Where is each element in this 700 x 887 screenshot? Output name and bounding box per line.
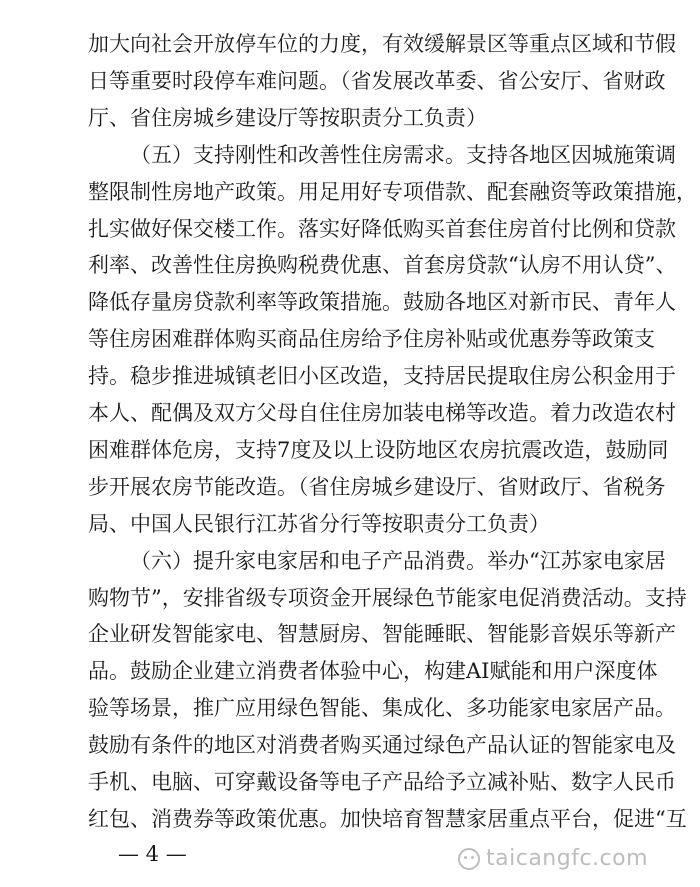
text-line: 等住房困难群体购买商品住房给予住房补贴或优惠券等政策支 <box>88 327 655 351</box>
text-line: 加大向社会开放停车位的力度，有效缓解景区等重点区域和节假 <box>88 32 676 56</box>
text-line: 扎实做好保交楼工作。落实好降低购买首套住房首付比例和贷款 <box>88 217 676 241</box>
text-line: 本人、配偶及双方父母自住住房加装电梯等改造。着力改造农村 <box>88 401 676 425</box>
section-6-heading: （六）提升家电家居和电子产品消费。举办“江苏家电家居 <box>130 549 666 573</box>
page-number: — 4 — <box>118 842 187 866</box>
text-line: 鼓励有条件的地区对消费者购买通过绿色产品认证的智能家电及 <box>88 733 676 757</box>
text-line: 降低存量房贷款利率等政策措施。鼓励各地区对新市民、青年人 <box>88 290 676 314</box>
section-5-heading: （五）支持刚性和改善性住房需求。支持各地区因城施策调 <box>130 143 676 167</box>
text-line: 困难群体危房，支持7度及以上设防地区农房抗震改造，鼓励同 <box>88 438 669 462</box>
text-line: 企业研发智能家电、智慧厨房、智能睡眠、智能影音娱乐等新产 <box>88 622 676 646</box>
text-line: 品。鼓励企业建立消费者体验中心，构建AI赋能和用户深度体 <box>88 659 658 683</box>
smiley-logo-icon <box>458 848 480 870</box>
text-line: 利率、改善性住房换购税费优惠、首套房贷款“认房不用认贷”、 <box>88 253 677 277</box>
text-line: 手机、电脑、可穿戴设备等电子产品给予立减补贴、数字人民币 <box>88 770 676 794</box>
text-line: 局、中国人民银行江苏省分行等按职责分工负责） <box>88 512 550 536</box>
text-line: 步开展农房节能改造。（省住房城乡建设厅、省财政厅、省税务 <box>88 475 666 499</box>
text-line: 持。稳步推进城镇老旧小区改造，支持居民提取住房公积金用于 <box>88 364 676 388</box>
text-line: 红包、消费券等政策优惠。加快培育智慧家居重点平台，促进“互 <box>88 807 687 831</box>
text-line: 日等重要时段停车难问题。（省发展改革委、省公安厅、省财政 <box>88 69 666 93</box>
text-line: 厅、省住房城乡建设厅等按职责分工负责） <box>88 106 487 130</box>
text-line: 验等场景，推广应用绿色智能、集成化、多功能家电家居产品。 <box>88 696 676 720</box>
text-line: 购物节”，安排省级专项资金开展绿色节能家电促消费活动。支持 <box>88 586 687 610</box>
watermark-text: taicangfc.com <box>486 846 649 871</box>
watermark <box>458 846 648 871</box>
text-line: 整限制性房地产政策。用足用好专项借款、配套融资等政策措施， <box>88 180 697 204</box>
